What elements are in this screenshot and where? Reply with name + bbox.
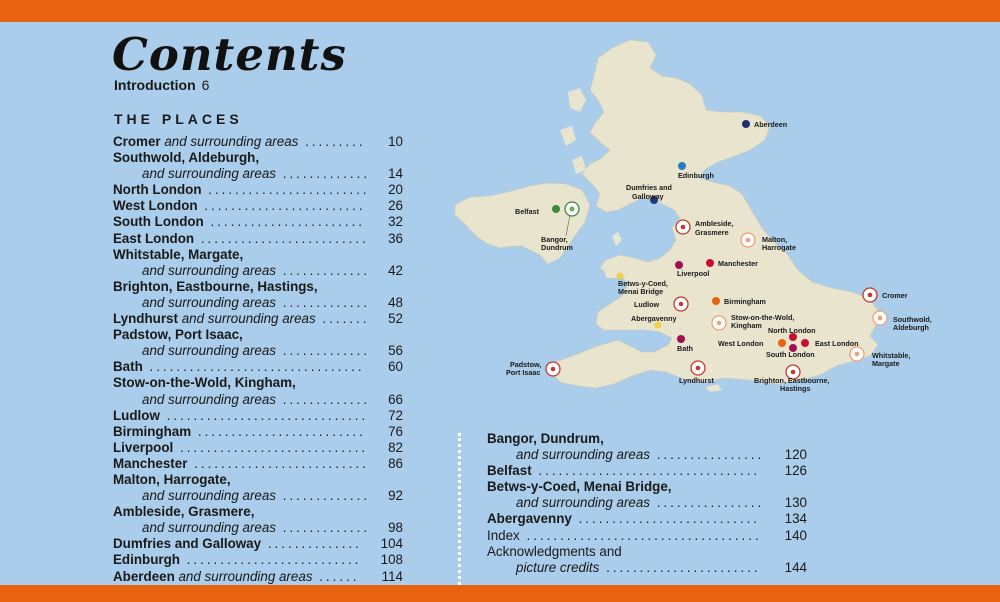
toc-entry[interactable] — [113, 327, 403, 359]
label-brighton-2: Hastings — [780, 384, 811, 393]
label-southwold-2: Aldeburgh — [893, 323, 929, 332]
top-orange-band — [0, 0, 1000, 22]
toc-entry-place: Brighton, Eastbourne, Hastings, — [113, 278, 318, 294]
dot-leader: ............. — [276, 262, 371, 278]
toc-entry[interactable] — [113, 182, 403, 198]
label-west-london: West London — [718, 339, 764, 348]
toc-entry-place: Bangor, Dundrum, — [487, 431, 604, 446]
intro-page: 6 — [201, 77, 210, 93]
toc-entry-page: 26 — [388, 198, 403, 214]
toc-entry-title — [113, 279, 403, 295]
label-cromer: Cromer — [882, 291, 908, 300]
dot-leader: ............. — [276, 294, 371, 310]
toc-entry-page: 130 — [784, 495, 807, 511]
dot-leader: ........................ — [201, 182, 370, 198]
toc-entry-title — [113, 472, 403, 488]
toc-entry-page: 56 — [388, 343, 403, 359]
label-bangor-2: Dundrum — [541, 243, 573, 252]
toc-entry-title — [113, 440, 403, 456]
intro-entry[interactable] — [114, 77, 209, 93]
label-north-london: North London — [768, 326, 816, 335]
intro-label: Introduction — [114, 77, 196, 93]
dot-leader: .............. — [261, 536, 362, 552]
dot-leader: ......... — [298, 134, 366, 149]
dot-leader: ............. — [276, 488, 371, 504]
marker-ambleside — [681, 225, 686, 230]
toc-entry-page: 60 — [388, 359, 403, 375]
dot-leader: ............. — [276, 166, 371, 182]
toc-entry-page: 144 — [784, 559, 807, 575]
toc-entry[interactable] — [113, 456, 403, 472]
dot-leader: ................................... — [519, 527, 762, 543]
scottish-island — [560, 126, 576, 146]
label-lyndhurst: Lyndhurst — [679, 376, 714, 385]
toc-entry-title — [113, 198, 403, 214]
label-liverpool: Liverpool — [677, 269, 710, 278]
marker-bath[interactable] — [677, 335, 685, 343]
label-ambleside-1: Ambleside, — [695, 219, 734, 228]
label-dumfries-2: Galloway — [632, 192, 664, 201]
dot-leader: ....... — [315, 311, 370, 327]
dot-leader: ........................... — [571, 511, 761, 527]
toc-entry-subline: and surrounding areas ............. — [142, 520, 371, 536]
toc-entry-title — [113, 182, 403, 198]
toc-entry-title — [113, 504, 403, 520]
toc-entry[interactable] — [113, 150, 403, 182]
toc-entry[interactable] — [113, 359, 403, 375]
toc-entry[interactable] — [113, 440, 403, 456]
toc-entry-subline: and surrounding areas ............. — [142, 166, 371, 182]
toc-entry-page: 72 — [388, 407, 403, 423]
toc-entry-place: West London — [113, 198, 198, 214]
dot-leader: ................ — [650, 447, 765, 463]
toc-entry-place: Index — [487, 527, 520, 543]
dot-leader: ............. — [276, 520, 371, 536]
toc-entry-title — [487, 479, 807, 495]
toc-entry[interactable] — [113, 424, 403, 440]
toc-entry[interactable] — [113, 504, 403, 536]
toc-left-column — [113, 134, 403, 585]
label-whitstable-2: Margate — [872, 359, 900, 368]
marker-belfast[interactable] — [552, 205, 560, 213]
dot-leader: .............................. — [159, 407, 369, 423]
toc-entry-place: Abergavenny — [487, 511, 572, 527]
toc-entry-page: 36 — [388, 230, 403, 246]
toc-entry-place: North London — [113, 182, 202, 198]
toc-entry[interactable] — [113, 134, 403, 150]
dot-leader: ....................... — [203, 214, 366, 230]
toc-entry[interactable] — [113, 552, 403, 568]
toc-entry-title — [113, 536, 403, 552]
toc-entry-suffix: and surrounding areas — [160, 134, 299, 149]
toc-entry-title — [113, 375, 403, 391]
toc-entry[interactable] — [113, 214, 403, 230]
toc-entry[interactable] — [487, 431, 807, 463]
toc-entry-page: 10 — [388, 134, 403, 149]
marker-liverpool[interactable] — [675, 261, 683, 269]
toc-entry-page: 114 — [381, 568, 403, 584]
marker-west-london[interactable] — [778, 339, 786, 347]
label-birmingham: Birmingham — [724, 297, 766, 306]
label-ludlow: Ludlow — [634, 300, 660, 309]
great-britain-landmass — [552, 40, 878, 388]
toc-entry-page: 66 — [388, 391, 403, 407]
toc-entry-title — [113, 569, 403, 585]
toc-entry-page: 76 — [388, 423, 403, 439]
toc-entry-page: 108 — [380, 552, 403, 568]
dot-leader: ....................... — [599, 559, 761, 575]
label-brighton-1: Brighton, Eastbourne, — [754, 376, 830, 385]
dot-leader: ...... — [312, 568, 360, 584]
toc-entry[interactable] — [113, 247, 403, 279]
toc-entry[interactable] — [487, 528, 807, 544]
toc-entry-title — [487, 544, 807, 560]
toc-entry-subline: and surrounding areas ............. — [142, 488, 371, 504]
isle-of-man — [612, 232, 622, 246]
toc-entry[interactable] — [487, 511, 807, 527]
toc-entry-title — [113, 408, 403, 424]
dot-leader: .......................... — [187, 455, 369, 471]
dot-leader: ......................... — [191, 423, 366, 439]
label-stow-2: Kingham — [731, 321, 762, 330]
label-east-london: East London — [815, 339, 859, 348]
marker-stow — [717, 321, 722, 326]
toc-entry-title — [113, 359, 403, 375]
toc-entry[interactable] — [113, 569, 403, 585]
toc-entry-title — [113, 134, 403, 150]
toc-entry-place: Belfast — [487, 463, 532, 479]
label-padstow-2: Port Isaac — [506, 368, 541, 377]
toc-entry-subline: and surrounding areas ................ — [516, 447, 765, 463]
label-belfast: Belfast — [515, 207, 539, 216]
toc-entry[interactable] — [113, 472, 403, 504]
toc-entry-title — [113, 552, 403, 568]
toc-entry[interactable] — [113, 375, 403, 407]
toc-entry-place: Malton, Harrogate, — [113, 471, 231, 487]
marker-ludlow — [679, 302, 684, 307]
marker-manchester[interactable] — [706, 259, 714, 267]
toc-entry-place: Ludlow — [113, 407, 160, 423]
toc-entry-place: Liverpool — [113, 439, 174, 455]
toc-entry-page: 126 — [784, 463, 807, 479]
toc-entry-title — [113, 327, 403, 343]
toc-entry-place: South London — [113, 214, 204, 230]
isle-of-wight — [706, 384, 722, 392]
toc-entry-title — [113, 231, 403, 247]
label-bangor-1: Bangor, — [541, 235, 568, 244]
dot-leader: ......................... — [194, 230, 369, 246]
dot-leader: ............................ — [173, 439, 369, 455]
toc-entry-place: Ambleside, Grasmere, — [113, 504, 255, 520]
page-title: Contents — [112, 28, 347, 81]
toc-entry-place: Padstow, Port Isaac, — [113, 327, 243, 343]
marker-whitstable — [855, 352, 860, 357]
dot-leader: ................................ — [142, 359, 365, 375]
toc-entry[interactable] — [487, 463, 807, 479]
label-whitstable-1: Whitstable, — [872, 351, 911, 360]
toc-entry-place: Acknowledgments and — [487, 543, 622, 559]
toc-entry[interactable] — [113, 231, 403, 247]
toc-entry-place: Manchester — [113, 455, 188, 471]
label-edinburgh: Edinburgh — [678, 171, 714, 180]
marker-bangor — [570, 207, 575, 212]
toc-entry-page: 14 — [388, 166, 403, 182]
bottom-orange-band — [0, 585, 1000, 602]
label-manchester: Manchester — [718, 259, 758, 268]
column-divider — [458, 433, 461, 585]
dot-leader: ............. — [276, 343, 371, 359]
toc-entry-page: 98 — [388, 520, 403, 536]
label-stow-1: Stow-on-the-Wold, — [731, 313, 795, 322]
marker-southwold — [878, 316, 883, 321]
toc-entry-title — [113, 311, 403, 327]
label-betws-1: Betws-y-Coed, — [618, 279, 668, 288]
toc-entry-page: 52 — [388, 311, 403, 327]
toc-entry-page: 140 — [784, 527, 807, 543]
toc-entry-subline: and surrounding areas ............. — [142, 262, 371, 278]
toc-entry-place: Lyndhurst — [113, 311, 178, 327]
toc-entry-title — [113, 150, 403, 166]
label-ambleside-2: Grasmere — [695, 228, 729, 237]
toc-entry[interactable] — [113, 279, 403, 311]
toc-entry-title — [487, 463, 807, 479]
section-heading: THE PLACES — [114, 111, 243, 127]
toc-entry-place: Whitstable, Margate, — [113, 246, 244, 262]
marker-brighton — [791, 370, 796, 375]
toc-entry-title — [113, 456, 403, 472]
label-abergavenny: Abergavenny — [631, 314, 677, 323]
toc-entry-page: 92 — [388, 488, 403, 504]
dot-leader: ................ — [650, 495, 765, 511]
marker-malton — [746, 238, 751, 243]
toc-entry-page: 86 — [388, 455, 403, 471]
toc-entry[interactable] — [487, 544, 807, 576]
toc-entry-suffix: and surrounding areas — [177, 311, 316, 327]
marker-padstow — [551, 367, 556, 372]
label-aberdeen: Aberdeen — [754, 120, 788, 129]
label-dumfries-1: Dumfries and — [626, 183, 672, 192]
marker-birmingham[interactable] — [712, 297, 720, 305]
toc-entry[interactable] — [487, 479, 807, 511]
marker-edinburgh[interactable] — [678, 162, 686, 170]
toc-entry[interactable] — [113, 198, 403, 214]
toc-entry-title — [113, 214, 403, 230]
toc-entry-title — [487, 528, 807, 544]
marker-lyndhurst — [696, 366, 701, 371]
toc-entry-page: 32 — [388, 214, 403, 230]
toc-entry-place: Southwold, Aldeburgh, — [113, 150, 260, 166]
toc-entry-page: 104 — [380, 536, 403, 552]
toc-entry-place: Betws-y-Coed, Menai Bridge, — [487, 479, 672, 495]
toc-entry-place: Dumfries and Galloway — [113, 536, 262, 552]
toc-entry-place: Aberdeen — [113, 568, 175, 584]
label-bath: Bath — [677, 344, 693, 353]
label-southwold-1: Southwold, — [893, 315, 932, 324]
toc-entry-title — [487, 511, 807, 527]
uk-map — [440, 22, 1000, 412]
toc-entry-place: Cromer — [113, 134, 161, 149]
dot-leader: ............. — [276, 391, 371, 407]
toc-entry[interactable] — [113, 536, 403, 552]
toc-entry-page: 20 — [388, 182, 403, 198]
toc-entry[interactable] — [113, 311, 403, 327]
toc-entry-page: 82 — [388, 439, 403, 455]
toc-right-column — [487, 431, 807, 576]
dot-leader: ................................. — [531, 463, 761, 479]
toc-entry-page: 120 — [784, 447, 807, 463]
scottish-island — [568, 88, 586, 112]
label-malton-2: Harrogate — [762, 243, 796, 252]
toc-entry-title — [113, 247, 403, 263]
marker-cromer — [868, 293, 873, 298]
label-malton-1: Malton, — [762, 235, 788, 244]
toc-entry-subline: picture credits ....................... — [516, 559, 761, 575]
toc-entry-subline: and surrounding areas ............. — [142, 294, 371, 310]
toc-entry-place: Bath — [113, 359, 143, 375]
dot-leader: ........................ — [197, 198, 366, 214]
toc-entry-suffix: and surrounding areas — [174, 568, 313, 584]
toc-entry-subline: and surrounding areas ................ — [516, 495, 765, 511]
toc-entry-title — [487, 431, 807, 447]
marker-east-london[interactable] — [801, 339, 809, 347]
toc-entry[interactable] — [113, 408, 403, 424]
label-padstow-1: Padstow, — [510, 360, 542, 369]
toc-entry-subline: and surrounding areas ............. — [142, 391, 371, 407]
toc-entry-place: Birmingham — [113, 423, 192, 439]
toc-entry-page: 48 — [388, 294, 403, 310]
label-south-london: South London — [766, 350, 815, 359]
toc-entry-place: Edinburgh — [113, 552, 180, 568]
toc-entry-page: 42 — [388, 262, 403, 278]
toc-entry-place: Stow-on-the-Wold, Kingham, — [113, 375, 296, 391]
marker-aberdeen[interactable] — [742, 120, 750, 128]
toc-entry-place: East London — [113, 230, 195, 246]
dot-leader: .......................... — [179, 552, 362, 568]
label-betws-2: Menai Bridge — [618, 287, 664, 296]
toc-entry-subline: and surrounding areas ............. — [142, 343, 371, 359]
toc-entry-title — [113, 424, 403, 440]
toc-entry-page: 134 — [784, 511, 807, 527]
